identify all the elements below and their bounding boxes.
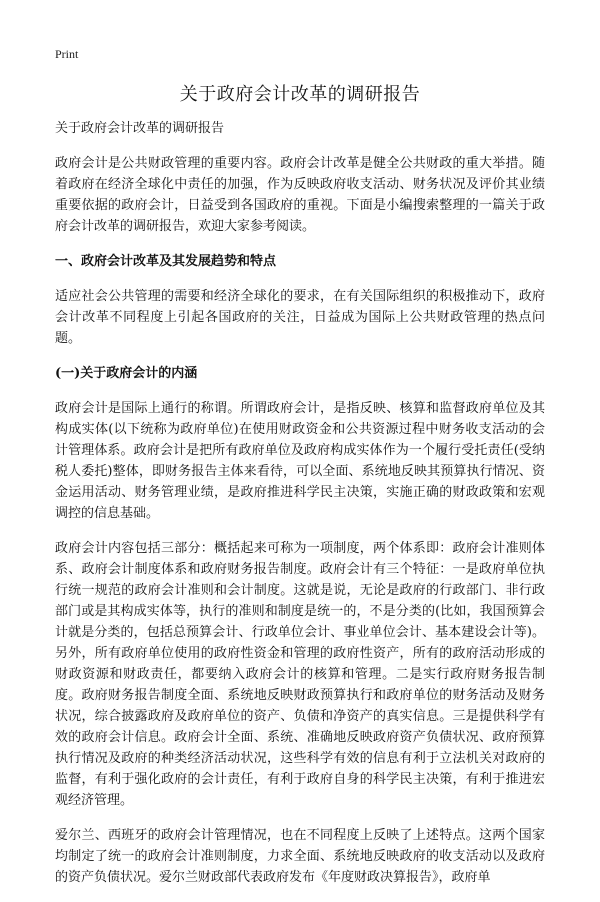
subsection-1-paragraph-1: 政府会计是国际上通行的称谓。所谓政府会计，是指反映、核算和监督政府单位及其构成实体(以下统称为政府单位)在使用财政资金和公共资源过程中财务收支活动的会计管理体系。政府会计是把所有政府单位及政府构成实体作为一个履行受托责任(受纳税人委托)整体，即财务报告主体来看待，可以全面、系统地反映其预算执行情况、资金运用活动、财务管理业绩，是政府推进科学民主决策，实施正确的财政政策和宏观调控的信息基础。: [55, 401, 545, 521]
page-title: 关于政府会计改革的调研报告: [179, 84, 421, 105]
document-body: [55, 118, 545, 902]
section-1-paragraph: 适应社会公共管理的需要和经济全球化的要求，在有关国际组织的积极推动下，政府会计改革不同程度上引起各国政府的关注，日益成为国际上公共财政管理的热点问题。: [55, 289, 545, 346]
intro-paragraph: 政府会计是公共财政管理的重要内容。政府会计改革是健全公共财政的重大举措。随着政府在经济全球化中责任的加强，作为反映政府收支活动、财务状况及评价其业绩重要依据的政府会计，日益受到各国政府的重视。下面是小编搜索整理的一篇关于政府会计改革的调研报告，欢迎大家参考阅读。: [55, 156, 545, 234]
section-heading-1: 一、政府会计改革及其发展趋势和特点: [55, 254, 277, 269]
document-subtitle: 关于政府会计改革的调研报告: [55, 121, 225, 136]
subsection-1-paragraph-2: 政府会计内容包括三部分：概括起来可称为一项制度，两个体系即：政府会计准则体系、政府会计制度体系和政府财务报告制度。政府会计有三个特征：一是政府单位执行统一规范的政府会计准则和会计制度。这就是说，无论是政府的行政部门、非行政部门或是其构成实体等，执行的准则和制度是统一的，不是分类的(比如，我国预算会计就是分类的，包括总预算会计、行政单位会计、事业单位会计、基本建设会计等)。另外，所有政府单位使用的政府性资金和管理的政府性资产，所有的政府活动形成的财政资源和财政责任，都要纳入政府会计的核算和管理。二是实行政府财务报告制度。政府财务报告制度全面、系统地反映财政预算执行和政府单位的财务活动及财务状况，综合披露政府及政府单位的资产、负债和净资产的真实信息。三是提供科学有效的政府会计信息。政府会计全面、系统、准确地反映政府资产负债状况、政府预算执行情况及政府的种类经济活动状况，这些科学有效的信息有利于立法机关对政府的监督，有利于强化政府的会计责任，有利于政府自身的科学民主决策，有利于推进宏观经济管理。: [55, 541, 545, 808]
subsection-1-paragraph-3: 爱尔兰、西班牙的政府会计管理情况，也在不同程度上反映了上述特点。这两个国家均制定了统一的政府会计准则制度，力求全面、系统地反映政府的收支活动以及政府的资产负债状况。爱尔兰财政部代表政府发布《年度财政决算报告》，政府单: [55, 828, 545, 885]
subsection-heading-1: (一)关于政府会计的内涵: [55, 366, 198, 381]
print-link[interactable]: Print: [55, 47, 79, 61]
